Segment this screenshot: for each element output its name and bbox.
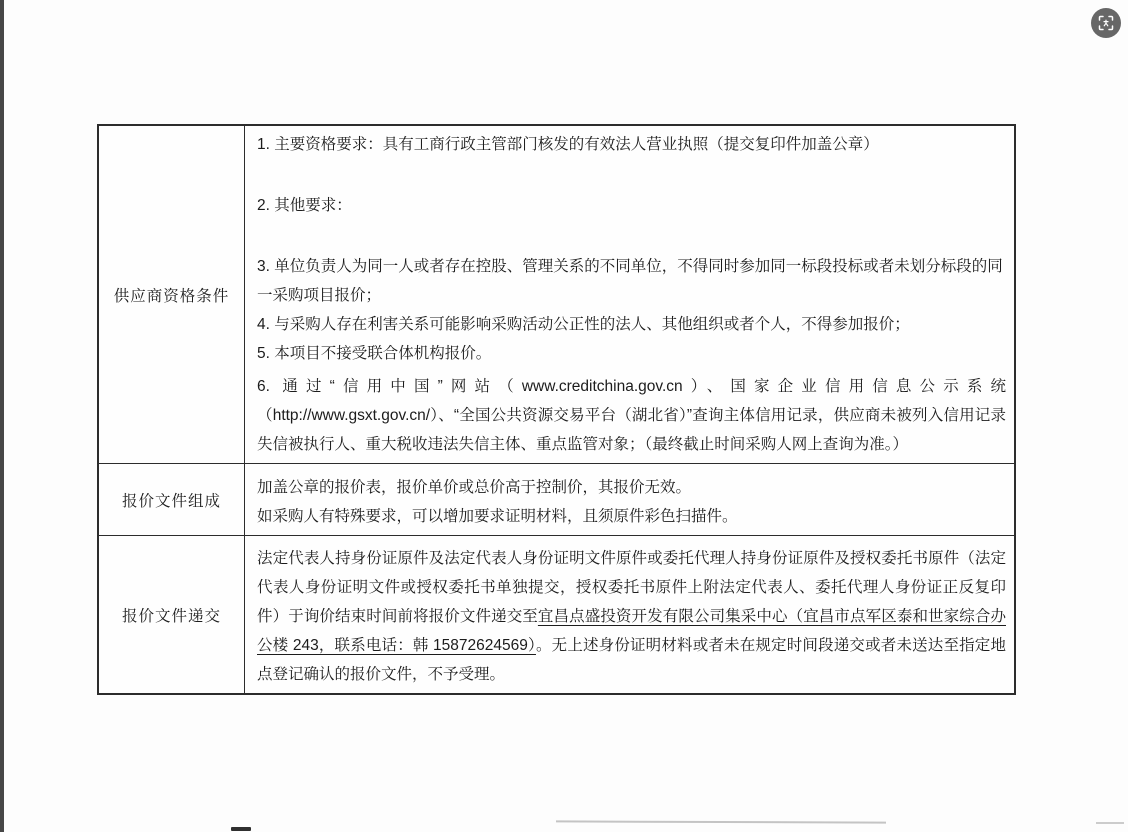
row-label: 报价文件组成 bbox=[99, 464, 245, 535]
row-label: 报价文件递交 bbox=[99, 536, 245, 693]
text-segment: 。无上述身份证明材料或者未在规定时间段递交或者未送达至指定地点登记确认的报价文件，不予受理。 bbox=[257, 637, 1006, 683]
paragraph: 加盖公章的报价表，报价单价或总价高于控制价，其报价无效。 bbox=[257, 479, 692, 496]
paragraph: 6. 通过“信用中国”网站（www.creditchina.gov.cn）、国家企业信用信息公示系统（http://www.gsxt.gov.cn/）、“全国公共资源交易平台（湖北省）”查询主体信用记录，供应商未被列入信用记录失信被执行人、重大税收违法失信主体、重点监管对象；（最终截止时间采购人网上查询为准。） bbox=[257, 378, 1006, 453]
screenshot-region-select-icon bbox=[1098, 15, 1114, 31]
underlined-text: 宜昌点盛投资开发有限公司集采中心（宜昌市点军区泰和世家综合办公楼 243，联系电话：韩 15872624569） bbox=[257, 608, 1006, 654]
screenshot-capture-button[interactable] bbox=[1091, 8, 1121, 38]
paragraph: 如采购人有特殊要求，可以增加要求证明材料，且须原件彩色扫描件。 bbox=[257, 508, 738, 525]
paragraph: 5. 本项目不接受联合体机构报价。 bbox=[257, 345, 492, 362]
table-row bbox=[99, 126, 1014, 463]
scan-artifact-line bbox=[556, 820, 886, 823]
paragraph bbox=[257, 544, 1006, 689]
text-segment: 法定代表人持身份证原件及法定代表人身份证明文件原件或委托代理人持身份证原件及授权委托书原件（法定代表人身份证明文件或授权委托书单独提交，授权委托书原件上附法定代表人、委托代理人身份证正反复印件）于询价结束时间前将报价文件递交至 bbox=[257, 550, 1006, 625]
table-row bbox=[99, 463, 1014, 535]
scan-left-edge bbox=[0, 0, 4, 832]
row-label: 供应商资格条件 bbox=[99, 126, 245, 463]
requirements-table bbox=[97, 124, 1016, 695]
row-content bbox=[245, 464, 1014, 535]
paragraph: 4. 与采购人存在利害关系可能影响采购活动公正性的法人、其他组织或者个人，不得参加报价； bbox=[257, 316, 910, 333]
paragraph: 3. 单位负责人为同一人或者存在控股、管理关系的不同单位，不得同时参加同一标段投标或者未划分标段的同一采购项目报价； bbox=[257, 258, 1003, 304]
paragraph: 1. 主要资格要求：具有工商行政主管部门核发的有效法人营业执照（提交复印件加盖公章） bbox=[257, 136, 879, 153]
table-row bbox=[99, 535, 1014, 693]
paragraph: 2. 其他要求： bbox=[257, 197, 352, 214]
row-content bbox=[245, 536, 1014, 693]
scan-artifact-right-tick bbox=[1096, 822, 1124, 824]
scan-artifact-dash bbox=[231, 827, 251, 831]
row-content bbox=[245, 126, 1014, 463]
